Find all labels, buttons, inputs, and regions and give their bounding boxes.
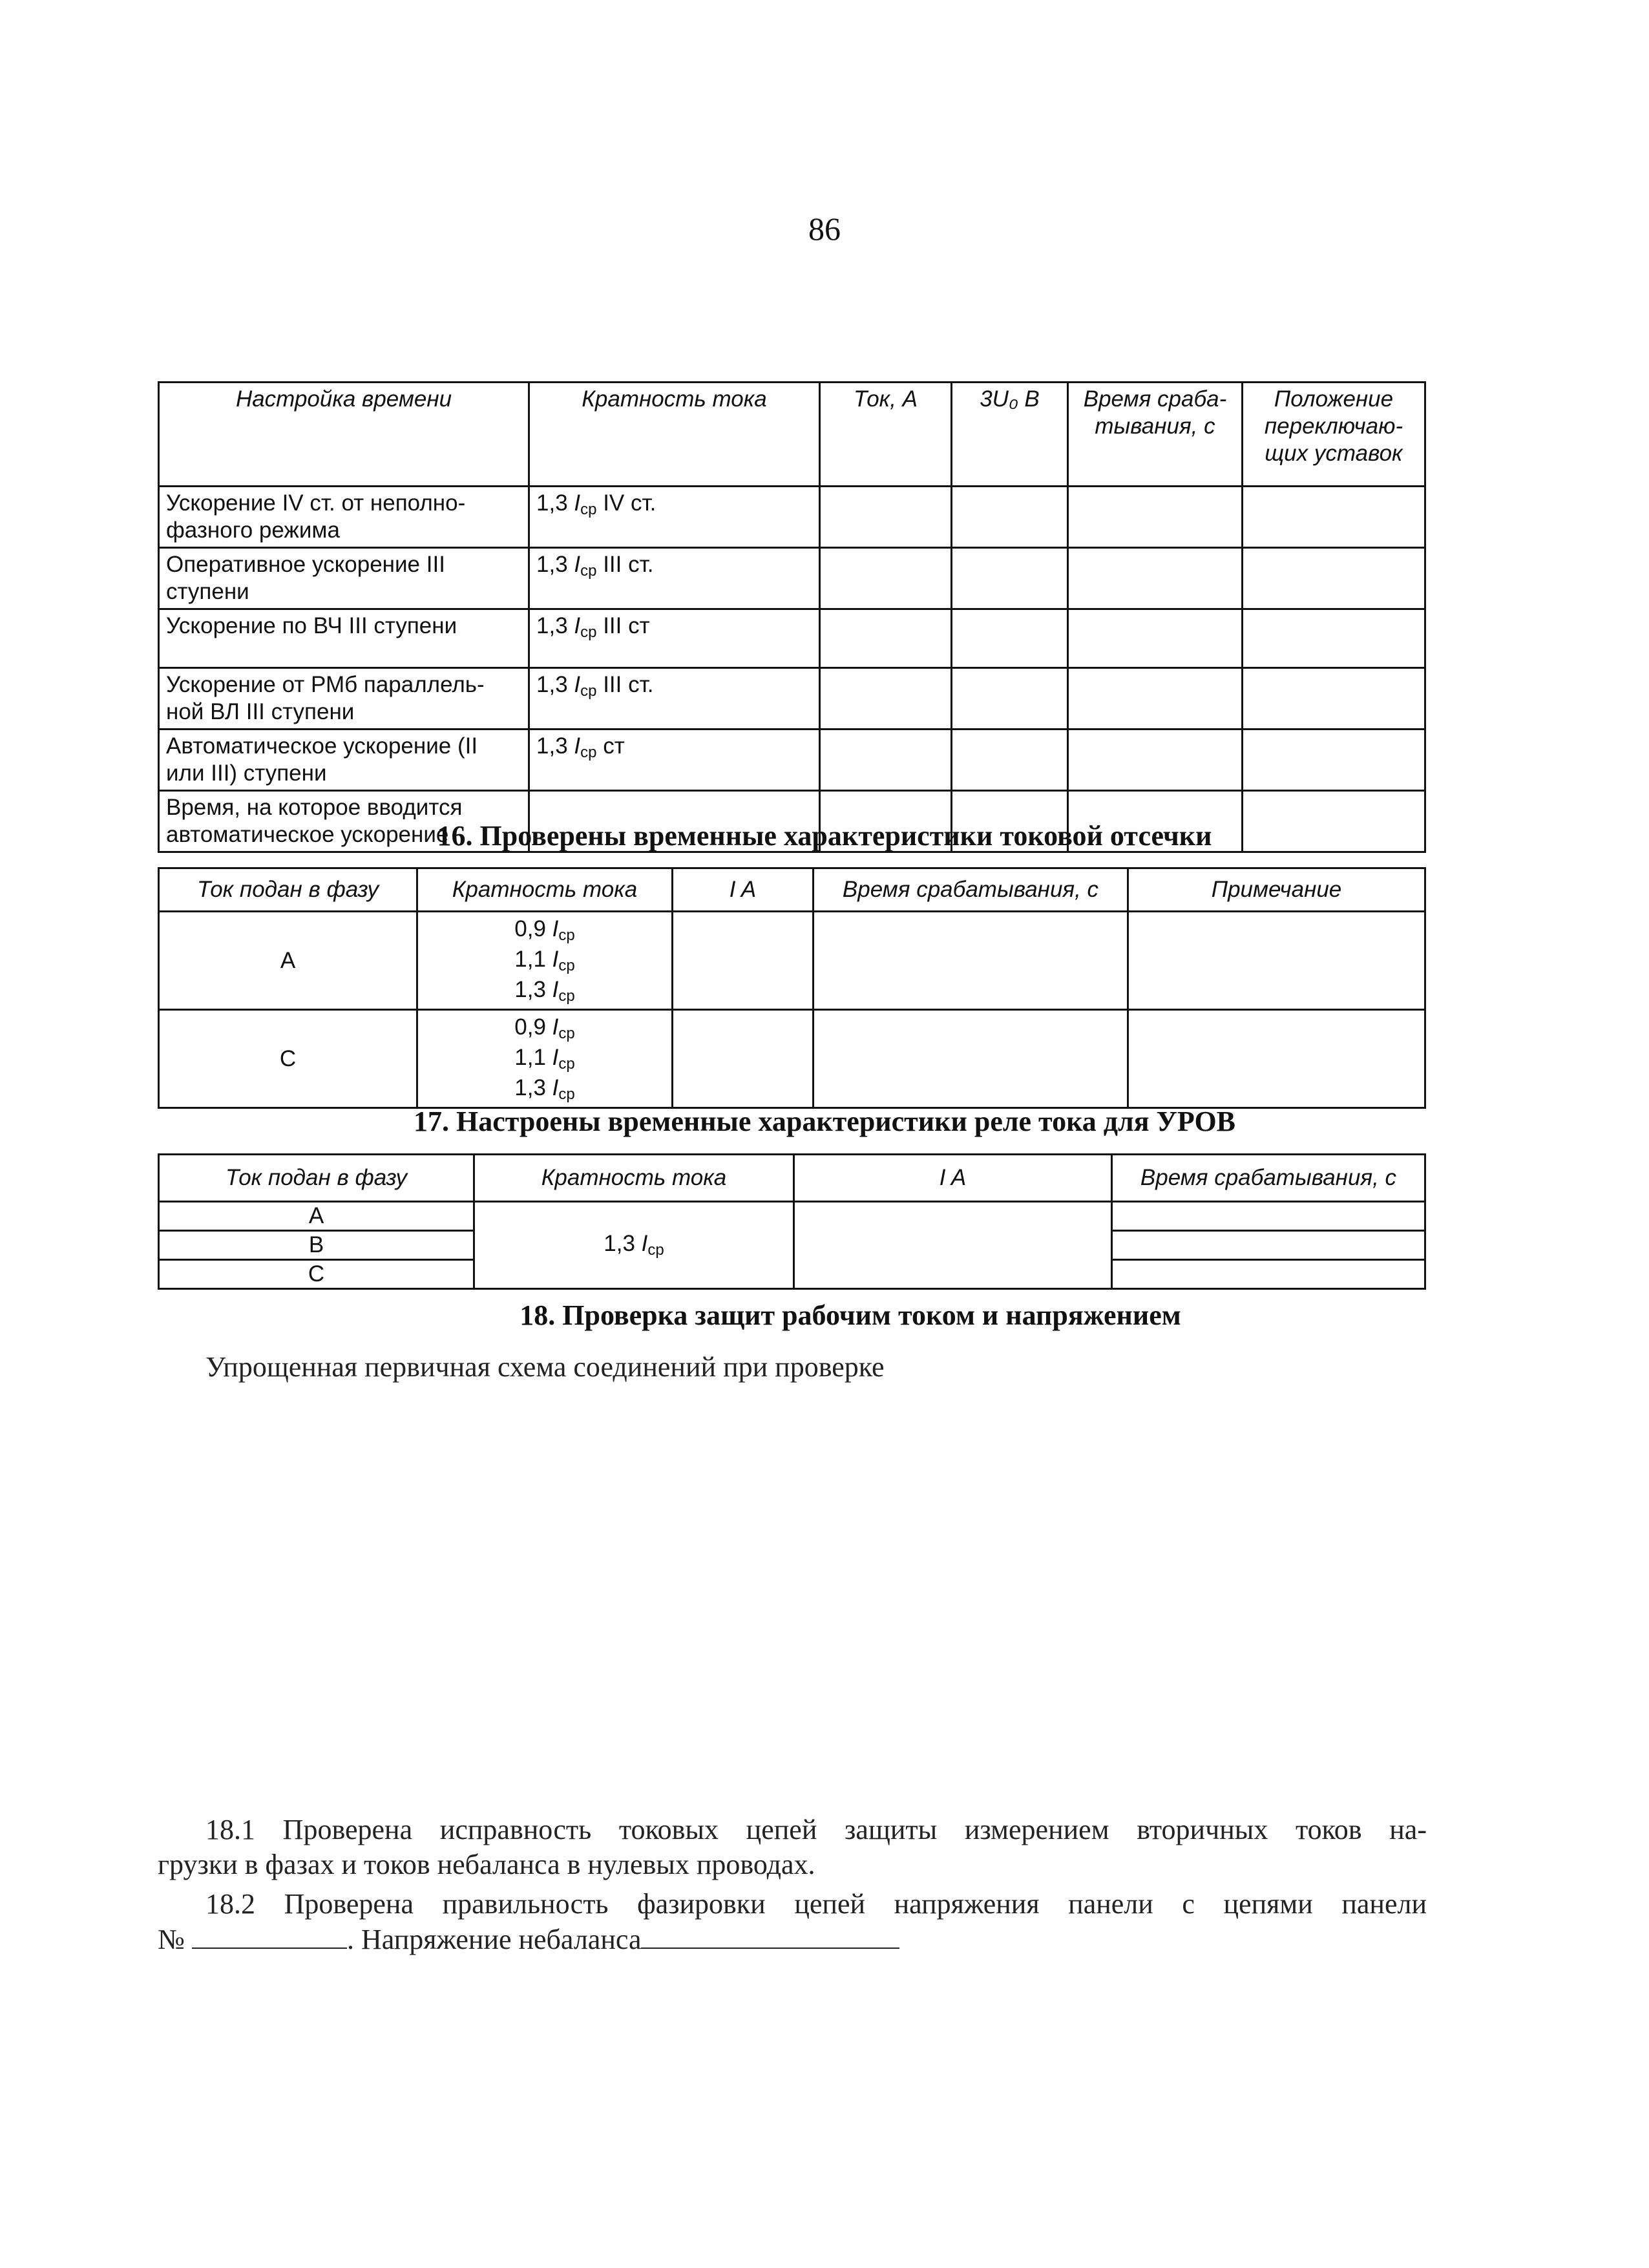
multiple-line (425, 976, 665, 1006)
current-symbol: I (552, 947, 559, 972)
row-current-multiple (529, 548, 820, 609)
row-setting-name: Автоматическое ускорение (II или III) ступени (159, 730, 529, 791)
col-header-current-multiple: Кратность тока (474, 1155, 794, 1202)
multiple-line (425, 1044, 665, 1074)
multiple-line (425, 1013, 665, 1044)
col-header-3u0: 3U₀ В (952, 383, 1068, 487)
row-current-multiple (474, 1202, 794, 1289)
row-operate-time[interactable] (1112, 1231, 1425, 1260)
row-current-a[interactable] (820, 730, 952, 791)
paragraph-18-2-line-1: 18.2 Проверена правильность фазировки цепей напряжения панели с цепями панели (205, 1888, 1427, 1920)
row-current-a[interactable] (820, 668, 952, 730)
current-subscript: ср (580, 562, 597, 580)
multiple-value: 1,3 (536, 490, 574, 516)
row-3u0[interactable] (952, 668, 1068, 730)
row-switch-position[interactable] (1243, 609, 1425, 668)
multiple-value: 1,3 (604, 1231, 635, 1257)
current-subscript: ср (558, 1025, 575, 1042)
section-17-title: 17. Настроены временные характеристики реле тока для УРОВ (413, 1106, 1236, 1137)
row-operate-time[interactable] (814, 912, 1128, 1010)
table-row (159, 487, 1425, 548)
row-3u0[interactable] (952, 548, 1068, 609)
col-header-switch-position: Положение переключаю-щих уставок (1243, 383, 1425, 487)
current-symbol: I (552, 977, 559, 1002)
current-subscript: ср (580, 501, 597, 518)
row-operate-time[interactable] (1068, 609, 1243, 668)
current-symbol: I (574, 613, 581, 638)
row-phase: С (159, 1260, 474, 1289)
col-header-operate-time: Время срабатывания, с (814, 868, 1128, 912)
paragraph-18-1-line-1: 18.1 Проверена исправность токовых цепей защиты измерением вторичных токов на- (205, 1814, 1427, 1845)
paragraph-18-2-line-2 (158, 1923, 899, 1956)
paragraph-18-1-line-2: грузки в фазах и токов небаланса в нулевых проводах. (158, 1849, 815, 1880)
row-3u0[interactable] (952, 730, 1068, 791)
section-18-title: 18. Проверка защит рабочим током и напряжением (520, 1299, 1181, 1331)
row-current-multiples (417, 1010, 673, 1108)
row-operate-time[interactable] (1068, 668, 1243, 730)
row-current-multiple (529, 730, 820, 791)
col-header-operate-time: Время сраба-тывания, с (1068, 383, 1243, 487)
row-3u0[interactable] (952, 609, 1068, 668)
multiple-value: 0,9 (514, 1014, 546, 1040)
table-header-row (159, 868, 1425, 912)
current-subscript: ср (580, 682, 597, 700)
table-header-row (159, 383, 1425, 487)
cutoff-timing-table (158, 867, 1426, 1109)
row-current-a[interactable] (673, 912, 814, 1010)
row-operate-time[interactable] (1068, 487, 1243, 548)
current-subscript: ср (580, 744, 597, 761)
row-switch-position[interactable] (1243, 668, 1425, 730)
col-header-current-multiple: Кратность тока (529, 383, 820, 487)
current-subscript: ср (558, 927, 575, 944)
multiple-stage: IV ст. (596, 490, 656, 516)
current-subscript: ср (558, 987, 575, 1005)
row-setting-name: Оперативное ускорение III ступени (159, 548, 529, 609)
row-current-multiple (529, 487, 820, 548)
multiple-line (425, 915, 665, 945)
row-phase: С (159, 1010, 417, 1108)
acceleration-timing-table (158, 381, 1426, 853)
panel-number-blank[interactable] (192, 1924, 347, 1949)
row-switch-position[interactable] (1243, 487, 1425, 548)
current-symbol: I (574, 672, 581, 697)
scheme-caption: Упрощенная первичная схема соединений при проверке (205, 1351, 885, 1383)
row-switch-position[interactable] (1243, 548, 1425, 609)
col-header-current-a: I A (673, 868, 814, 912)
multiple-value: 1,1 (514, 947, 546, 972)
row-setting-name: Ускорение от РМб параллель-ной ВЛ III ступени (159, 668, 529, 730)
multiple-line (425, 1074, 665, 1104)
table-row (159, 548, 1425, 609)
multiple-stage: ст (596, 733, 625, 759)
table-row (159, 730, 1425, 791)
col-header-note: Примечание (1128, 868, 1425, 912)
unbalance-voltage-label: . Напряжение небаланса (346, 1924, 642, 1955)
multiple-value: 1,3 (536, 552, 574, 577)
multiple-value: 1,3 (514, 1075, 546, 1100)
col-header-current-a: I A (794, 1155, 1112, 1202)
row-current-a[interactable] (673, 1010, 814, 1108)
number-sign: № (158, 1924, 185, 1955)
table-row (159, 668, 1425, 730)
row-operate-time[interactable] (1068, 548, 1243, 609)
row-setting-name: Ускорение по ВЧ III ступени (159, 609, 529, 668)
row-current-multiple (529, 668, 820, 730)
current-subscript: ср (558, 1055, 575, 1073)
col-header-time-setting: Настройка времени (159, 383, 529, 487)
current-symbol: I (552, 1045, 559, 1070)
table-row (159, 1010, 1425, 1108)
row-operate-time[interactable] (1112, 1202, 1425, 1231)
current-symbol: I (641, 1231, 648, 1257)
row-operate-time[interactable] (1112, 1260, 1425, 1289)
multiple-stage: III ст. (596, 672, 654, 697)
current-subscript: ср (558, 1086, 575, 1103)
col-header-operate-time: Время срабатывания, с (1112, 1155, 1425, 1202)
row-current-a[interactable] (794, 1202, 1112, 1289)
multiple-value: 1,3 (536, 733, 574, 759)
current-symbol: I (552, 1075, 559, 1100)
table-row (159, 1202, 1425, 1231)
multiple-stage: III ст. (596, 552, 654, 577)
row-note[interactable] (1128, 912, 1425, 1010)
row-operate-time[interactable] (814, 1010, 1128, 1108)
row-current-a[interactable] (820, 609, 952, 668)
current-symbol: I (574, 552, 581, 577)
current-symbol: I (574, 490, 581, 516)
col-header-phase: Ток подан в фазу (159, 1155, 474, 1202)
row-phase: В (159, 1231, 474, 1260)
current-symbol: I (552, 916, 559, 941)
current-subscript: ср (647, 1241, 664, 1259)
multiple-stage: III ст (596, 613, 650, 638)
table-row (159, 609, 1425, 668)
row-current-a[interactable] (820, 548, 952, 609)
row-note[interactable] (1128, 1010, 1425, 1108)
row-current-multiples (417, 912, 673, 1010)
row-setting-name: Время, на которое вводится автоматическое ускорение (159, 791, 529, 852)
multiple-value: 1,1 (514, 1045, 546, 1070)
page-number: 86 (808, 211, 841, 247)
table-row (159, 912, 1425, 1010)
row-operate-time[interactable] (1068, 730, 1243, 791)
current-subscript: ср (558, 957, 575, 974)
unbalance-voltage-blank[interactable] (641, 1924, 899, 1949)
multiple-value: 1,3 (536, 672, 574, 697)
current-subscript: ср (580, 624, 597, 641)
row-switch-position[interactable] (1243, 730, 1425, 791)
row-current-a[interactable] (820, 487, 952, 548)
row-phase: А (159, 912, 417, 1010)
col-header-current-a: Ток, А (820, 383, 952, 487)
section-16-title: 16. Проверены временные характеристики токовой отсечки (437, 820, 1212, 852)
col-header-current-multiple: Кратность тока (417, 868, 673, 912)
multiple-value: 1,3 (514, 977, 546, 1002)
multiple-value: 1,3 (536, 613, 574, 638)
current-symbol: I (574, 733, 581, 759)
col-header-phase: Ток подан в фазу (159, 868, 417, 912)
row-phase: А (159, 1202, 474, 1231)
urov-relay-table (158, 1153, 1426, 1290)
row-3u0[interactable] (952, 487, 1068, 548)
table-header-row (159, 1155, 1425, 1202)
multiple-line (425, 945, 665, 976)
row-setting-name: Ускорение IV ст. от неполно-фазного режима (159, 487, 529, 548)
current-symbol: I (552, 1014, 559, 1040)
multiple-value: 0,9 (514, 916, 546, 941)
row-current-multiple (529, 609, 820, 668)
